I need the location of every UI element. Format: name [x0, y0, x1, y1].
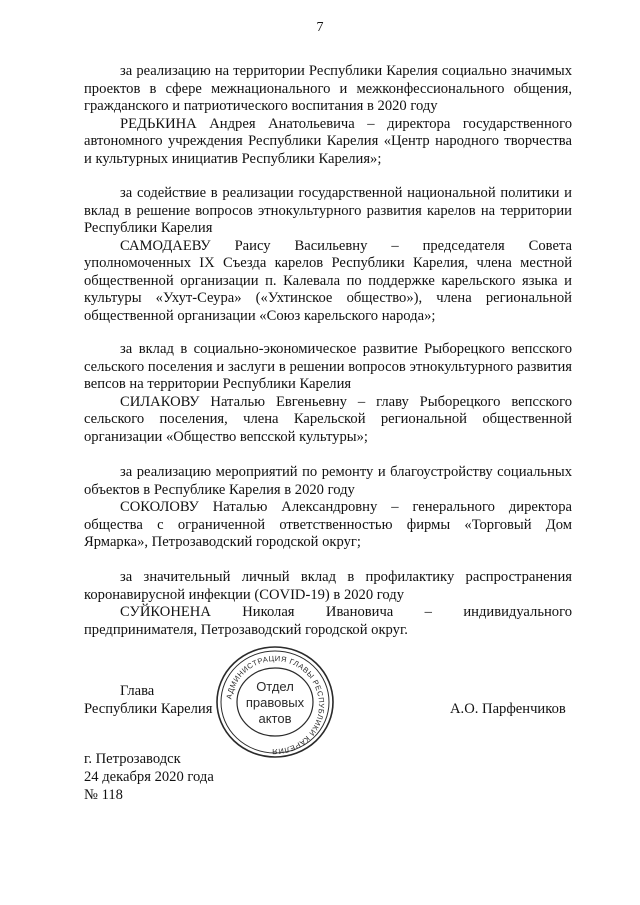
award-person: СИЛАКОВУ Наталью Евгеньевну – главу Рыборецкого вепсского сельского поселения, члена Карельской региональной общественной организации «Общество вепсской культуры»;: [84, 393, 572, 445]
block-5: [84, 569, 572, 639]
award-person: СУЙКОНЕНА Николая Ивановича – индивидуального предпринимателя, Петрозаводский городской округ.: [84, 604, 572, 638]
footer-date: 24 декабря 2020 года: [84, 769, 214, 785]
page-number: 7: [316, 20, 324, 35]
official-stamp: [213, 643, 337, 761]
footer-number: № 118: [84, 787, 123, 803]
award-reason: за реализацию мероприятий по ремонту и благоустройству социальных объектов в Республике Карелия в 2020 году: [84, 464, 572, 498]
block-4: [84, 464, 572, 552]
stamp-line2: правовых: [245, 695, 305, 710]
signatory-title-line1: Глава: [120, 683, 155, 699]
block-2: [84, 185, 572, 325]
award-reason: за реализацию на территории Республики Карелия социально значимых проектов в сфере межнационального и межконфессионального общения, гражданского и патриотического воспитания в 2020 году: [84, 63, 572, 114]
award-reason: за содействие в реализации государственной национальной политики и вклад в решение вопросов этнокультурного развития карелов на территории Республики Карелия: [84, 185, 572, 236]
block-3: [84, 341, 572, 446]
signatory-title-line2: Республики Карелия: [84, 701, 213, 717]
award-person: РЕДЬКИНА Андрея Анатольевича – директора государственного автономного учреждения Республики Карелия «Центр народного творчества и культурных инициатив Республики Карелия»;: [84, 115, 572, 167]
award-reason: за вклад в социально-экономическое развитие Рыборецкого вепсского сельского поселения и заслуги в решении вопросов этнокультурного развития вепсов на территории Республики Карелия: [84, 341, 572, 392]
signatory-name: А.О. Парфенчиков: [450, 701, 566, 717]
award-person: САМОДАЕВУ Раису Васильевну – председателя Совета уполномоченных IX Съезда карелов Республики Карелия, члена местной общественной организации п. Калевала по поддержке карельского языка и культуры «Ухут-Сеура» («Ухтинское общество»), члена региональной общественной организации «Союз карельского народа»;: [84, 237, 572, 324]
award-reason: за значительный личный вклад в профилактику распространения коронавирусной инфекции (COVID-19) в 2020 году: [84, 569, 572, 603]
award-person: СОКОЛОВУ Наталью Александровну – генерального директора общества с ограниченной ответственностью фирмы «Торговый Дом Ярмарка», Петрозаводский городской округ;: [84, 499, 572, 550]
footer-city: г. Петрозаводск: [84, 751, 181, 767]
stamp-line1: Отдел: [256, 679, 294, 694]
stamp-ring-text: АДМИНИСТРАЦИЯ ГЛАВЫ РЕСПУБЛИКИ КАРЕЛИЯ: [224, 653, 327, 757]
block-1: [84, 63, 572, 168]
stamp-line3: актов: [258, 711, 292, 726]
